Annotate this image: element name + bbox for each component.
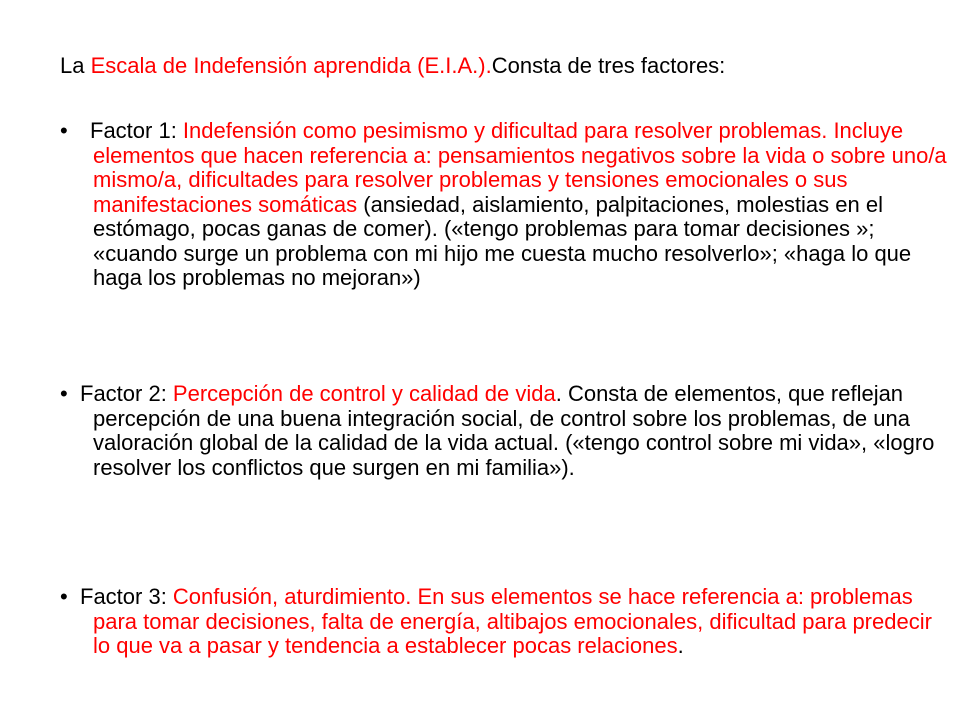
scale-name: Escala de Indefensión aprendida (E.I.A.). (90, 53, 492, 78)
factor-1-details: (ansiedad, aislamiento, palpitaciones, molestias en el estómago, pocas ganas de comer). («tengo problemas para tomar decisiones »; «cuando surge un problema con mi hijo me cuesta mucho resolverlo»; «haga lo que haga los problemas no mejoran») (93, 191, 912, 290)
factor-3-description: Confusión, aturdimiento. En sus elementos se hace referencia a: problemas para tomar decisiones, falta de energía, altibajos emocionales, dificultad para predecir lo que va a pasar y tendencia a establecer pocas relaciones (93, 584, 932, 658)
factor-3-details: . (677, 633, 684, 658)
intro-suffix: Consta de tres factores: (491, 53, 726, 78)
intro-line (60, 53, 920, 79)
factor-1-label: Factor 1: (90, 118, 183, 143)
bullet-marker: • (60, 118, 68, 143)
factor-2-bullet (60, 382, 953, 480)
bullet-marker: • (60, 381, 68, 406)
factor-1-bullet (60, 119, 953, 291)
bullet-marker: • (60, 584, 68, 609)
factor-3-label: Factor 3: (80, 584, 173, 609)
intro-prefix: La (60, 53, 91, 78)
factor-2-label: Factor 2: (80, 381, 173, 406)
factor-3-bullet (60, 585, 953, 659)
factor-2-details: . Consta de elementos, que reflejan percepción de una buena integración social, de control sobre los problemas, de una valoración global de la calidad de la vida actual. («tengo control sobre mi vida», «logro resolver los conflictos que surgen en mi familia»). (93, 381, 935, 480)
factor-1-description: Indefensión como pesimismo y dificultad para resolver problemas. Incluye elementos que hacen referencia a: pensamientos negativos sobre la vida o sobre uno/a mismo/a, dificultades para resolver problemas y tensiones emocionales o sus manifestaciones somáticas (93, 118, 947, 217)
factor-2-description: Percepción de control y calidad de vida (172, 381, 556, 406)
